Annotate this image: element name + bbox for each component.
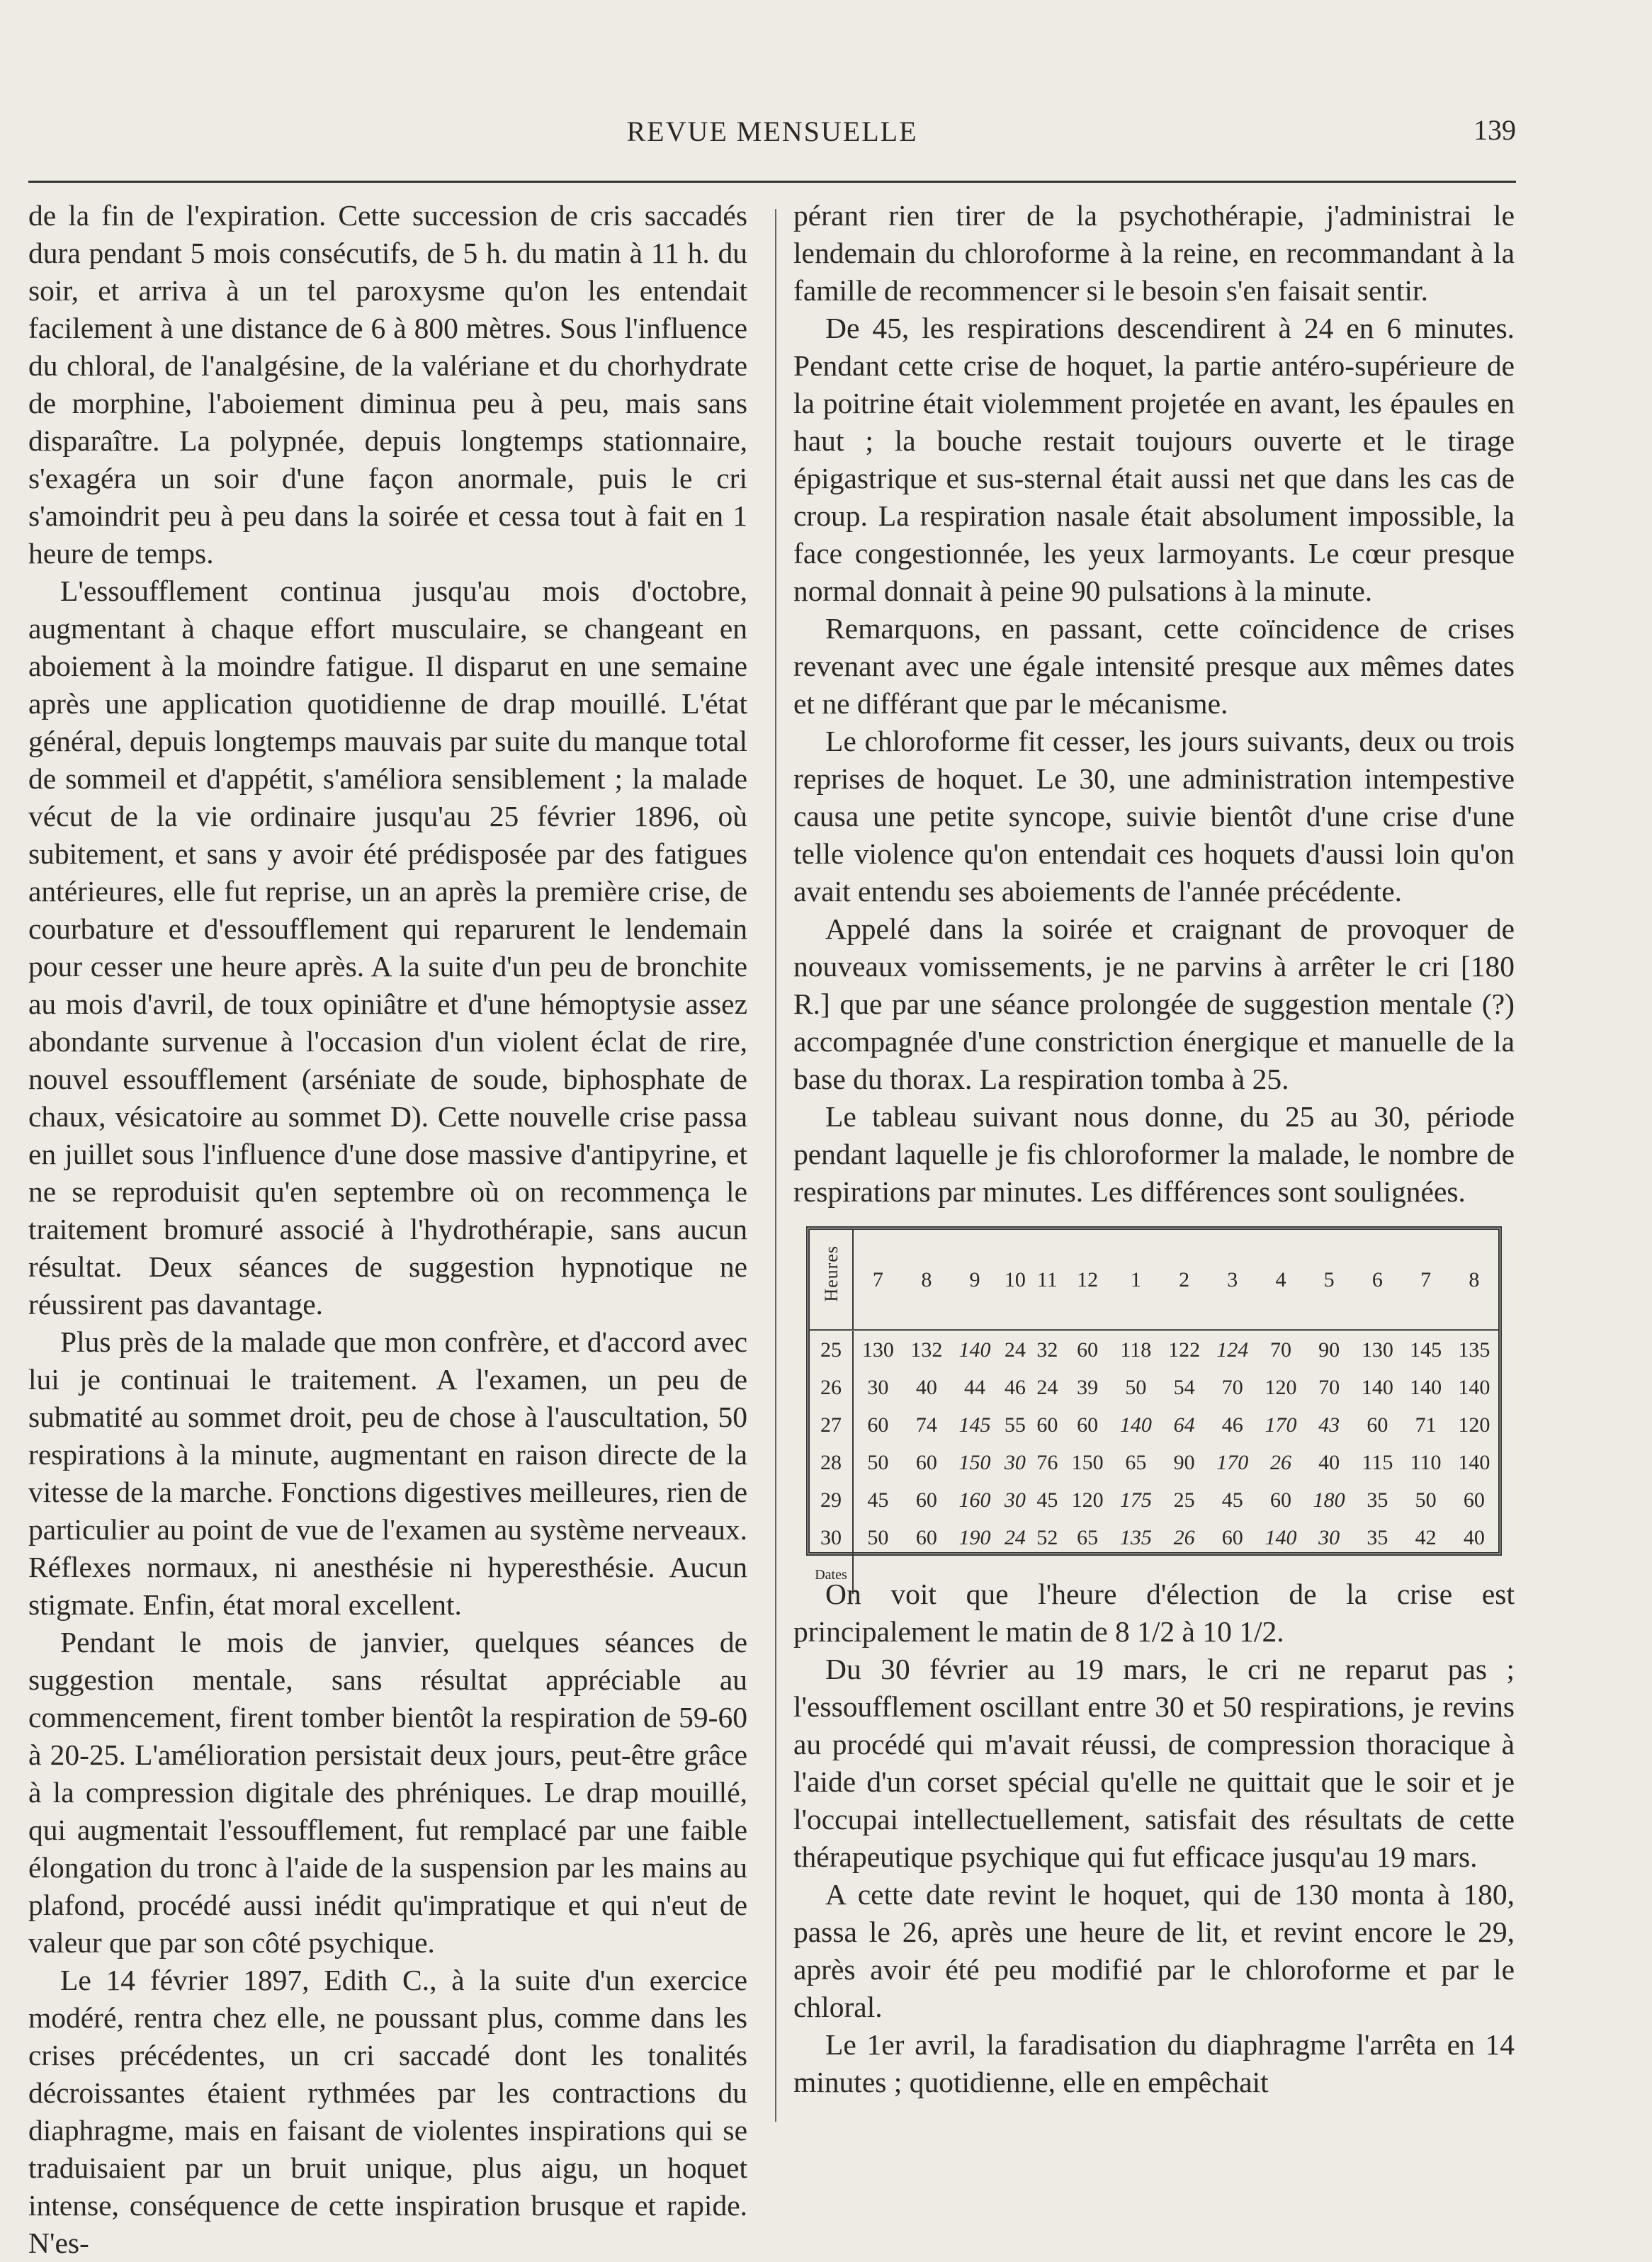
table-cell: 140 — [1458, 1376, 1490, 1399]
table-row — [810, 1406, 1498, 1444]
table-cell: 24 — [1036, 1376, 1058, 1399]
table-cell: 180 — [1313, 1488, 1345, 1512]
table-cell: 145 — [1410, 1338, 1442, 1362]
table-cell: 35 — [1367, 1526, 1388, 1549]
hour-header-cell: 1 — [1111, 1230, 1160, 1330]
table-cell: 25 — [1173, 1488, 1195, 1512]
date-cell: 28 — [810, 1444, 853, 1481]
paragraph: L'essoufflement continua jusqu'au mois d'octobre, augmentant à chaque effort musculaire, se changeant en aboiement à la moindre fatigue. Il disparut en une semaine après une application quotidienne de drap mouillé. L'état général, depuis longtemps mauvais par suite du manque total de sommeil et d'appétit, s'améliora sensiblement ; la malade vécut de la vie ordinaire jusqu'au 25 février 1896, où subitement, et sans y avoir été prédisposée par des fatigues antérieures, elle fut reprise, un an après la première crise, de courbature et d'essoufflement qui reparurent le lendemain pour cesser une heure après. A la suite d'un peu de bronchite au mois d'avril, de toux opiniâtre et d'une hémoptysie assez abondante survenue à l'occasion d'un violent éclat de rire, nouvel essoufflement (arséniate de soude, biphosphate de chaux, vésicatoire au sommet D). Cette nouvelle crise passa en juillet sous l'influence d'une dose massive d'antipyrine, et ne se reproduisit qu'en septembre où on recommença le traitement bromuré associé à l'hydrothérapie, sans aucun résultat. Deux séances de suggestion hypnotique ne réussirent pas davantage. — [28, 575, 747, 1321]
hour-header-cell: 6 — [1353, 1230, 1401, 1330]
table-cell: 32 — [1036, 1338, 1058, 1362]
page-header — [28, 106, 1516, 156]
table-cell: 44 — [964, 1376, 986, 1399]
table-cell: 170 — [1216, 1451, 1249, 1474]
table-cell: 65 — [1125, 1451, 1147, 1474]
table-row — [810, 1481, 1498, 1519]
table-cell: 110 — [1410, 1451, 1442, 1474]
dates-label-row — [810, 1556, 1498, 1594]
table-cell: 60 — [1221, 1526, 1243, 1549]
header-rule — [28, 181, 1516, 183]
table-cell: 43 — [1318, 1413, 1340, 1437]
table-row — [810, 1330, 1498, 1369]
table-cell: 46 — [1004, 1376, 1026, 1399]
table-cell: 190 — [958, 1526, 991, 1549]
table-cell: 132 — [910, 1338, 943, 1362]
table-cell: 40 — [915, 1376, 937, 1399]
table-cell: 24 — [1004, 1338, 1026, 1362]
table-cell: 30 — [1004, 1451, 1026, 1474]
table-cell: 64 — [1173, 1413, 1195, 1437]
table-cell: 50 — [867, 1526, 889, 1549]
right-column-text-before-table — [793, 197, 1515, 1211]
hour-header-cell: 7 — [1401, 1230, 1449, 1330]
table-cell: 60 — [915, 1451, 937, 1474]
table-row — [810, 1444, 1498, 1481]
dates-row-spacer — [853, 1556, 1498, 1594]
table-cell: 45 — [1036, 1488, 1058, 1512]
table-cell: 50 — [867, 1451, 889, 1474]
table-cell: 130 — [1361, 1338, 1393, 1362]
heures-label: Heures — [820, 1245, 842, 1302]
table-cell: 140 — [1265, 1526, 1297, 1549]
table-cell: 120 — [1458, 1413, 1490, 1437]
table-cell: 39 — [1077, 1376, 1099, 1399]
dates-label: Dates — [810, 1556, 853, 1594]
table-cell: 150 — [1071, 1451, 1104, 1474]
table-cell: 140 — [1361, 1376, 1393, 1399]
paragraph: On voit que l'heure d'élection de la crise est principalement le matin de 8 1/2 à 10 1/2. — [793, 1578, 1515, 1648]
paragraph: Le 1er avril, la faradisation du diaphragme l'arrêta en 14 minutes ; quotidienne, elle en empêchait — [793, 2028, 1515, 2098]
hour-header-cell: 8 — [903, 1230, 951, 1330]
paragraph: Le tableau suivant nous donne, du 25 au 30, période pendant laquelle je fis chloroformer la malade, le nombre de respirations par minutes. Les différences sont soulignées. — [793, 1100, 1515, 1208]
hour-header-cell: 2 — [1160, 1230, 1208, 1330]
table-cell: 71 — [1415, 1413, 1437, 1437]
paragraph: Du 30 février au 19 mars, le cri ne reparut pas ; l'essoufflement oscillant entre 30 et 50 respirations, je revins au procédé qui m'avait réussi, de compression thoracique à l'aide d'un corset spécial qu'elle ne quittait que le soir et je l'occupai intellectuellement, satisfait des résultats de cette thérapeutique psychique qui fut efficace jusqu'au 19 mars. — [793, 1653, 1515, 1873]
date-cell: 25 — [810, 1330, 853, 1369]
table-cell: 70 — [1221, 1376, 1243, 1399]
hour-header-cell: 3 — [1209, 1230, 1257, 1330]
paragraph: Le chloroforme fit cesser, les jours suivants, deux ou trois reprises de hoquet. Le 30, une administration intempestive causa une petite syncope, suivie bientôt d'une crise d'une telle violence qu'on entendait ces hoquets d'aussi loin qu'on avait entendu ses aboiements de l'année précédente. — [793, 725, 1515, 907]
table-cell: 60 — [1367, 1413, 1388, 1437]
table-cell: 120 — [1265, 1376, 1297, 1399]
table-cell: 60 — [1463, 1488, 1485, 1512]
column-divider — [775, 209, 776, 2122]
table-cell: 50 — [1415, 1488, 1437, 1512]
paragraph: A cette date revint le hoquet, qui de 130 monta à 180, passa le 26, après une heure de lit, et revint encore le 29, après avoir été peu modifié par le chloroforme et par le chloral. — [793, 1878, 1515, 2023]
table-cell: 130 — [861, 1338, 894, 1362]
right-column-text-after-table — [793, 1576, 1515, 2101]
table-cell: 74 — [915, 1413, 937, 1437]
table-cell: 140 — [1119, 1413, 1152, 1437]
table-row — [810, 1519, 1498, 1556]
hour-header-cell: 8 — [1450, 1230, 1498, 1330]
paragraph: Appelé dans la soirée et craignant de provoquer de nouveaux vomissements, je ne parvins à arrêter le cri [180 R.] que par une séance prolongée de suggestion mentale (?) accompagnée d'une constriction énergique et manuelle de la base du thorax. La respiration tomba à 25. — [793, 912, 1515, 1095]
table-cell: 26 — [1269, 1451, 1291, 1474]
table-cell: 135 — [1119, 1526, 1152, 1549]
hour-header-cell: 12 — [1063, 1230, 1111, 1330]
table-cell: 160 — [958, 1488, 991, 1512]
table-cell: 122 — [1168, 1338, 1201, 1362]
table-cell: 70 — [1269, 1338, 1291, 1362]
respiration-table-grid — [810, 1230, 1498, 1594]
table-cell: 90 — [1318, 1338, 1340, 1362]
table-cell: 135 — [1458, 1338, 1490, 1362]
paragraph: De 45, les respirations descendirent à 24 en 6 minutes. Pendant cette crise de hoquet, la partie antéro-supérieure de la poitrine était violemment projetée en avant, les épaules en haut ; la bouche restait toujours ouverte et le tirage épigastrique et sus-sternal était aussi net que dans les cas de croup. La respiration nasale était absolument impossible, la face congestionnée, les yeux larmoyants. Le cœur presque normal donnait à peine 90 pulsations à la minute. — [793, 312, 1515, 607]
table-cell: 60 — [1036, 1413, 1058, 1437]
table-cell: 50 — [1125, 1376, 1147, 1399]
right-column — [793, 197, 1515, 2101]
table-cell: 70 — [1318, 1376, 1340, 1399]
table-cell: 90 — [1173, 1451, 1195, 1474]
table-cell: 150 — [958, 1451, 991, 1474]
paragraph: Remarquons, en passant, cette coïncidence de crises revenant avec une égale intensité presque aux mêmes dates et ne différant que par le mécanisme. — [793, 612, 1515, 720]
respiration-table — [806, 1226, 1502, 1583]
table-cell: 42 — [1415, 1526, 1437, 1549]
table-cell: 24 — [1004, 1526, 1026, 1549]
date-cell: 29 — [810, 1481, 853, 1519]
hour-header-cell: 11 — [1031, 1230, 1063, 1330]
table-cell: 60 — [915, 1488, 937, 1512]
page-number: 139 — [1473, 114, 1516, 146]
table-cell: 60 — [1077, 1338, 1099, 1362]
table-cell: 60 — [915, 1526, 937, 1549]
table-cell: 76 — [1036, 1451, 1058, 1474]
table-cell: 145 — [958, 1413, 991, 1437]
table-cell: 140 — [1410, 1376, 1442, 1399]
hour-header-cell: 10 — [999, 1230, 1031, 1330]
hour-header-cell: 9 — [951, 1230, 999, 1330]
table-cell: 140 — [958, 1338, 991, 1362]
table-cell: 175 — [1119, 1488, 1152, 1512]
paragraph: pérant rien tirer de la psychothérapie, j'administrai le lendemain du chloroforme à la reine, en recommandant à la famille de recommencer si le besoin s'en faisait sentir. — [793, 199, 1515, 307]
table-cell: 30 — [1004, 1488, 1026, 1512]
paragraph: Plus près de la malade que mon confrère, et d'accord avec lui je continuai le traitement. A l'examen, un peu de submatité au sommet droit, peu de chose à l'auscultation, 50 respirations à la minute, augmentant en raison directe de la vitesse de la marche. Fonctions digestives meilleures, rien de particulier au point de vue de l'examen au système nerveaux. Réflexes normaux, ni anesthésie ni hyperesthésie. Aucun stigmate. Enfin, état moral excellent. — [28, 1325, 747, 1621]
table-cell: 30 — [867, 1376, 889, 1399]
paragraph: Pendant le mois de janvier, quelques séances de suggestion mentale, sans résultat appréciable au commencement, firent tomber bientôt la respiration de 59-60 à 20-25. L'amélioration persistait deux jours, peut-être grâce à la compression digitale des phréniques. Le drap mouillé, qui augmentait l'essoufflement, fut remplacé par une faible élongation du tronc à l'aide de la suspension par les mains au plafond, procédé aussi inédit qu'impratique et qui n'eut de valeur que par son côté psychique. — [28, 1626, 747, 1959]
table-cell: 118 — [1120, 1338, 1152, 1362]
table-cell: 55 — [1004, 1413, 1026, 1437]
heures-label-cell — [810, 1230, 853, 1330]
table-cell: 124 — [1216, 1338, 1249, 1362]
table-cell: 170 — [1265, 1413, 1297, 1437]
table-cell: 120 — [1071, 1488, 1104, 1512]
table-cell: 26 — [1173, 1526, 1195, 1549]
table-cell: 45 — [1221, 1488, 1243, 1512]
table-cell: 40 — [1318, 1451, 1340, 1474]
hour-header-cell: 5 — [1305, 1230, 1353, 1330]
running-title: REVUE MENSUELLE — [626, 115, 918, 147]
table-cell: 60 — [867, 1413, 889, 1437]
paragraph: Le 14 février 1897, Edith C., à la suite d'un exercice modéré, rentra chez elle, ne poussant plus, comme dans les crises précédentes, un cri saccadé dont les tonalités décroissantes étaient rythmées par les contractions du diaphragme, mais en faisant de violentes inspirations qui se traduisaient par un bruit unique, plus aigu, un hoquet intense, conséquence de cette inspiration brusque et rapide. N'es- — [28, 1964, 747, 2259]
table-cell: 40 — [1463, 1526, 1485, 1549]
table-cell: 60 — [1077, 1413, 1099, 1437]
table-cell: 115 — [1362, 1451, 1393, 1474]
table-cell: 30 — [1318, 1526, 1340, 1549]
date-cell: 27 — [810, 1406, 853, 1444]
table-cell: 140 — [1458, 1451, 1490, 1474]
hour-header-cell: 7 — [853, 1230, 903, 1330]
hour-header-cell: 4 — [1257, 1230, 1305, 1330]
table-cell: 45 — [867, 1488, 889, 1512]
hours-header-row — [810, 1230, 1498, 1330]
date-cell: 26 — [810, 1369, 853, 1406]
table-cell: 54 — [1173, 1376, 1195, 1399]
table-cell: 60 — [1269, 1488, 1291, 1512]
left-column — [28, 197, 747, 2262]
table-cell: 35 — [1367, 1488, 1388, 1512]
table-cell: 65 — [1077, 1526, 1099, 1549]
table-cell: 46 — [1221, 1413, 1243, 1437]
table-row — [810, 1369, 1498, 1406]
date-cell: 30 — [810, 1519, 853, 1556]
table-cell: 52 — [1036, 1526, 1058, 1549]
paragraph: de la fin de l'expiration. Cette succession de cris saccadés dura pendant 5 mois consécutifs, de 5 h. du matin à 11 h. du soir, et arriva à un tel paroxysme qu'on les entendait facilement à une distance de 6 à 800 mètres. Sous l'influence du chloral, de l'analgésine, de la valériane et du chorhydrate de morphine, l'aboiement diminua peu à peu, mais sans disparaître. La polypnée, depuis longtemps stationnaire, s'exagéra un soir d'une façon anormale, puis le cri s'amoindrit peu à peu dans la soirée et cessa tout à fait en 1 heure de temps. — [28, 199, 747, 570]
